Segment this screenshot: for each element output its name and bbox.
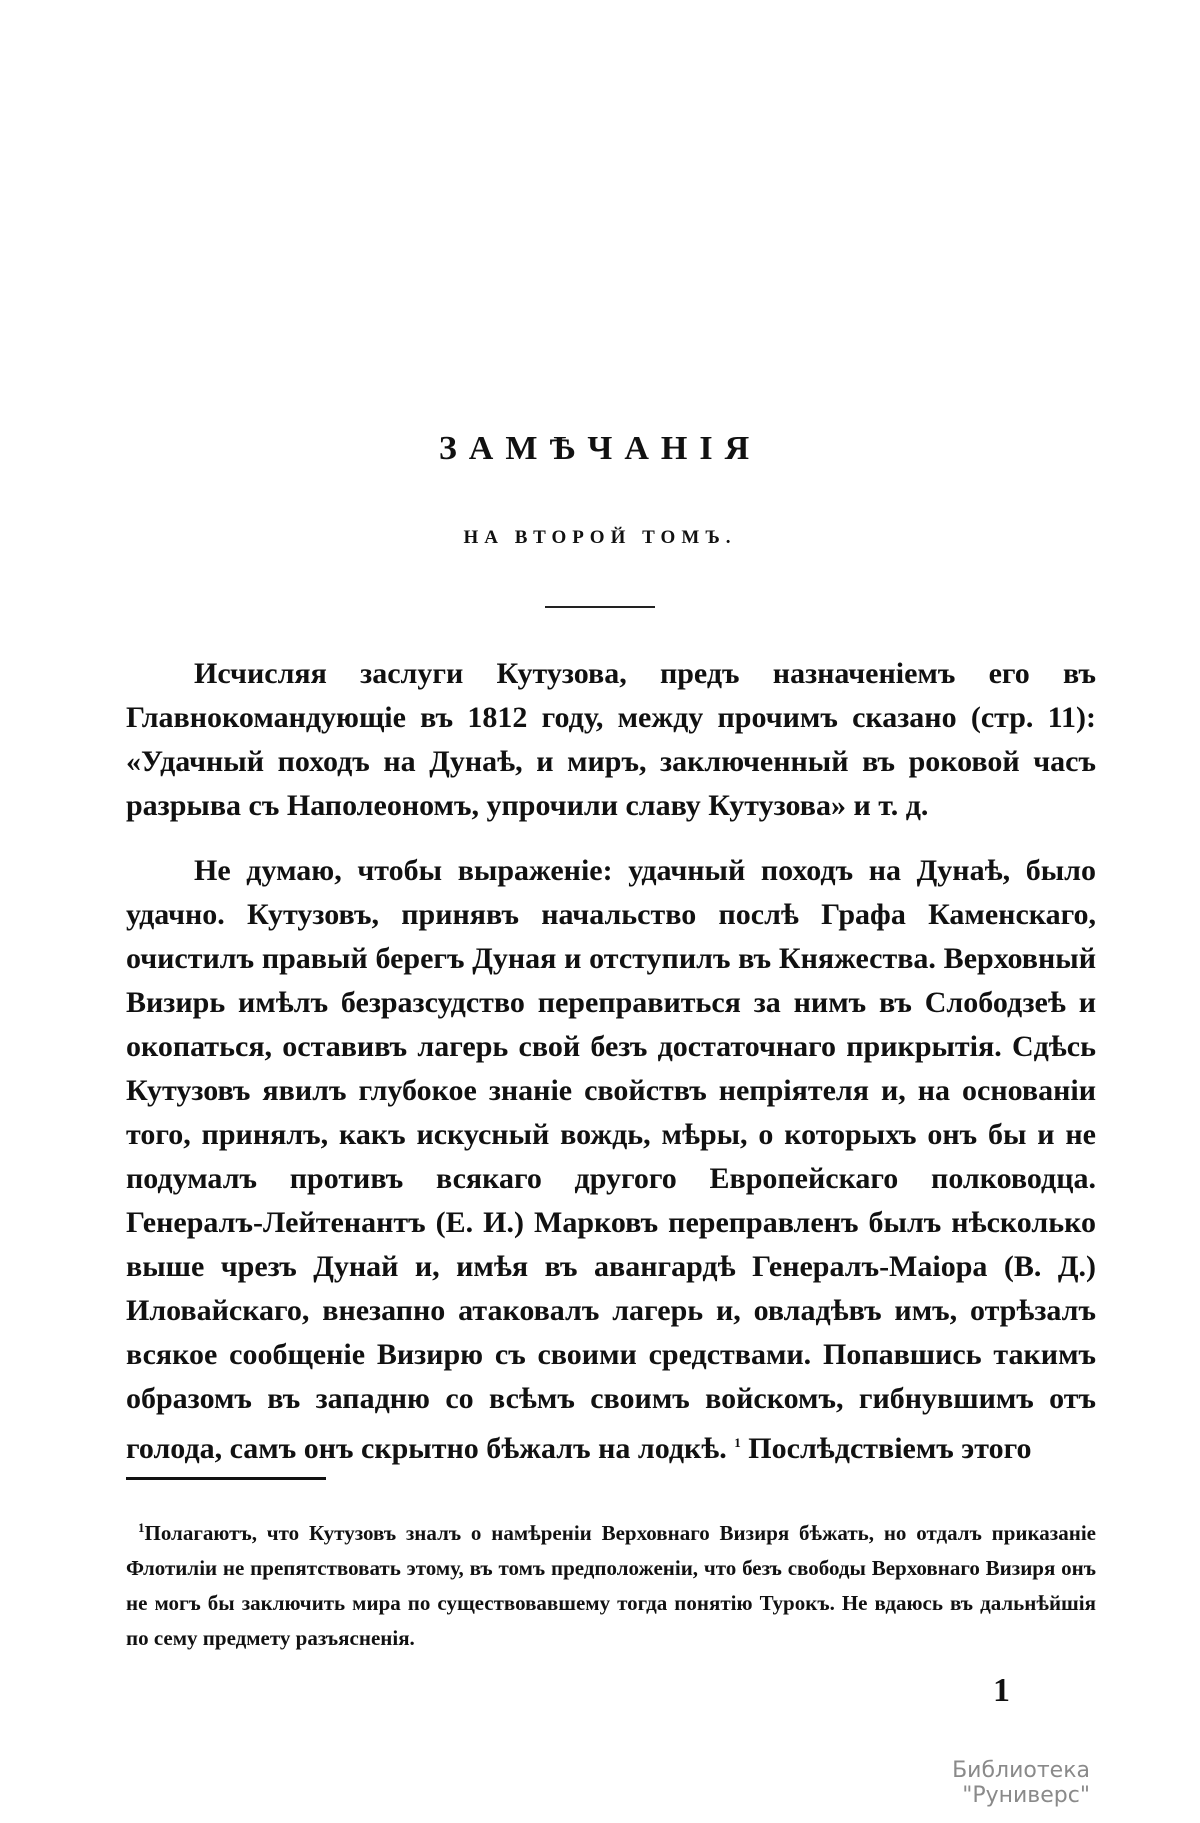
page-title: ЗАМѢЧАНІЯ [438, 430, 762, 467]
footnote [126, 1510, 1096, 1656]
paragraph-2-tail: Послѣдствіемъ этого [748, 1432, 1032, 1465]
page-subtitle: НА ВТОРОЙ ТОМЪ. [463, 527, 737, 548]
footnote-divider [126, 1477, 326, 1480]
paragraph-2 [126, 849, 1096, 1471]
footnote-reference: 1 [734, 1435, 741, 1450]
footnote-mark: 1 [138, 1520, 145, 1535]
page-number: 1 [993, 1672, 1010, 1709]
paragraph-2-body: Не думаю, чтобы выраженіе: удачный походъ на Дунаѣ, было удачно. Кутузовъ, принявъ начальство послѣ Графа Каменскаго, очистилъ правый берегъ Дуная и отступилъ въ Княжества. Верховный Визирь имѣлъ безразсудство переправиться за нимъ въ Слободзеѣ и окопаться, оставивъ лагерь свой безъ достаточнаго прикрытія. Сдѣсь Кутузовъ явилъ глубокое знаніе свойствъ непріятеля и, на основаніи того, принялъ, какъ искусный вождь, мѣры, о которыхъ онъ бы и не подумалъ противъ всякаго другого Европейскаго полководца. Генералъ-Лейтенантъ (Е. И.) Марковъ переправленъ былъ нѣсколько выше чрезъ Дунай и, имѣя въ авангардѣ Генералъ-Маіора (В. Д.) Иловайскаго, внезапно атаковалъ лагерь и, овладѣвъ имъ, отрѣзалъ всякое сообщеніе Визирю съ своими средствами. Попавшись такимъ образомъ въ западню со всѣмъ своимъ войскомъ, гибнувшимъ отъ голода, самъ онъ скрытно бѣжалъ на лодкѣ. [126, 854, 1096, 1465]
footnote-text: Полагаютъ, что Кутузовъ зналъ о намѣреніи Верховнаго Визиря бѣжать, но отдалъ приказаніе Флотиліи не препятствовать этому, въ томъ предположеніи, что безъ свободы Верховнаго Визиря онъ не могъ бы заключить мира по существовавшему тогда понятію Турокъ. Не вдаюсь въ дальнѣйшія по сему предмету разъясненія. [126, 1521, 1096, 1650]
library-watermark: Библиотека "Руниверс" [952, 1758, 1090, 1808]
title-divider [545, 606, 655, 608]
paragraph-1: Исчисляя заслуги Кутузова, предъ назначеніемъ его въ Главнокомандующіе въ 1812 году, между прочимъ сказано (стр. 11): «Удачный походъ на Дунаѣ, и миръ, заключенный въ роковой часъ разрыва съ Наполеономъ, упрочили славу Кутузова» и т. д. [126, 657, 1096, 822]
